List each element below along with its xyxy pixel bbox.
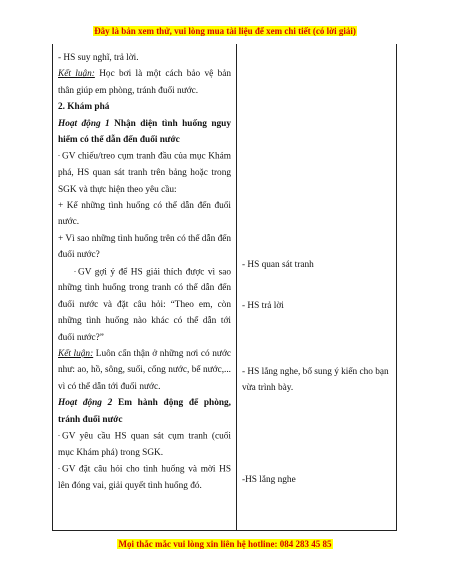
- activity-1-step-2: - GV gợi ý để HS giải thích được vì sao những tình huống trong tranh có thể dẫn đến đuối nước và đặt câu hỏi: “Theo em, còn những tình huống nào khác có thể dẫn tới đuối nước?”: [58, 266, 231, 343]
- activity-2-step-2: - GV đặt câu hỏi cho tình huống và mời HS lên đóng vai, giải quyết tình huống đó.: [58, 464, 231, 491]
- conclusion-label: Kết luận:: [58, 349, 94, 359]
- activity-2-heading: Hoạt động 2 Em hành động để phòng, tránh đuối nước: [58, 398, 231, 425]
- preview-banner-text: Đây là bản xem thử, vui lòng mua tài liệu để xem chi tiết (có lời giải): [94, 26, 356, 36]
- activity-2-label: Hoạt động 2: [58, 398, 113, 409]
- student-response-1: - HS quan sát tranh: [242, 260, 314, 270]
- student-answer-line: - HS suy nghĩ, trả lời.: [58, 53, 139, 63]
- hotline-banner: [0, 539, 450, 549]
- section-heading-explore: 2. Khám phá: [58, 102, 110, 113]
- activity-1-question-2: + Vì sao những tình huống trên có thể dẫn đến đuối nước?: [58, 233, 231, 261]
- student-response-4: -HS lắng nghe: [242, 475, 296, 485]
- conclusion-label: Kết luận:: [58, 69, 95, 80]
- teacher-activities-column: [58, 50, 231, 494]
- column-divider: [236, 44, 237, 530]
- student-response-2: - HS trả lời: [242, 301, 284, 311]
- conclusion-1: Kết luận: Học bơi là một cách bảo vệ bản thân giúp em phòng, tránh đuối nước.: [58, 69, 231, 96]
- activity-1-question-1: + Kể những tình huống có thể dẫn đến đuối nước.: [58, 201, 231, 228]
- preview-banner: [0, 26, 450, 36]
- conclusion-2: Kết luận: Luôn cẩn thận ở những nơi có nước như: ao, hồ, sông, suối, cống nước, bể nước,... vì có thể dẫn tới đuối nước.: [58, 349, 231, 392]
- lesson-table: [52, 44, 397, 531]
- activity-1-label: Hoạt động 1: [58, 118, 110, 129]
- activity-2-step-1: - GV yêu cầu HS quan sát cụm tranh (cuối mục Khám phá) trong SGK.: [58, 431, 231, 458]
- hotline-banner-text: Mọi thắc mắc vui lòng xin liên hệ hotline: 084 283 45 85: [118, 539, 332, 549]
- activity-1-step-1: - GV chiếu/treo cụm tranh đầu của mục Khám phá, HS quan sát tranh trên bảng hoặc trong SGK và thực hiện theo yêu cầu:: [58, 151, 231, 195]
- activity-1-heading: Hoạt động 1 Nhận diện tình huống nguy hiểm có thể dẫn đến đuối nước: [58, 118, 231, 146]
- student-response-3: - HS lắng nghe, bổ sung ý kiến cho bạn vừa trình bày.: [242, 367, 389, 394]
